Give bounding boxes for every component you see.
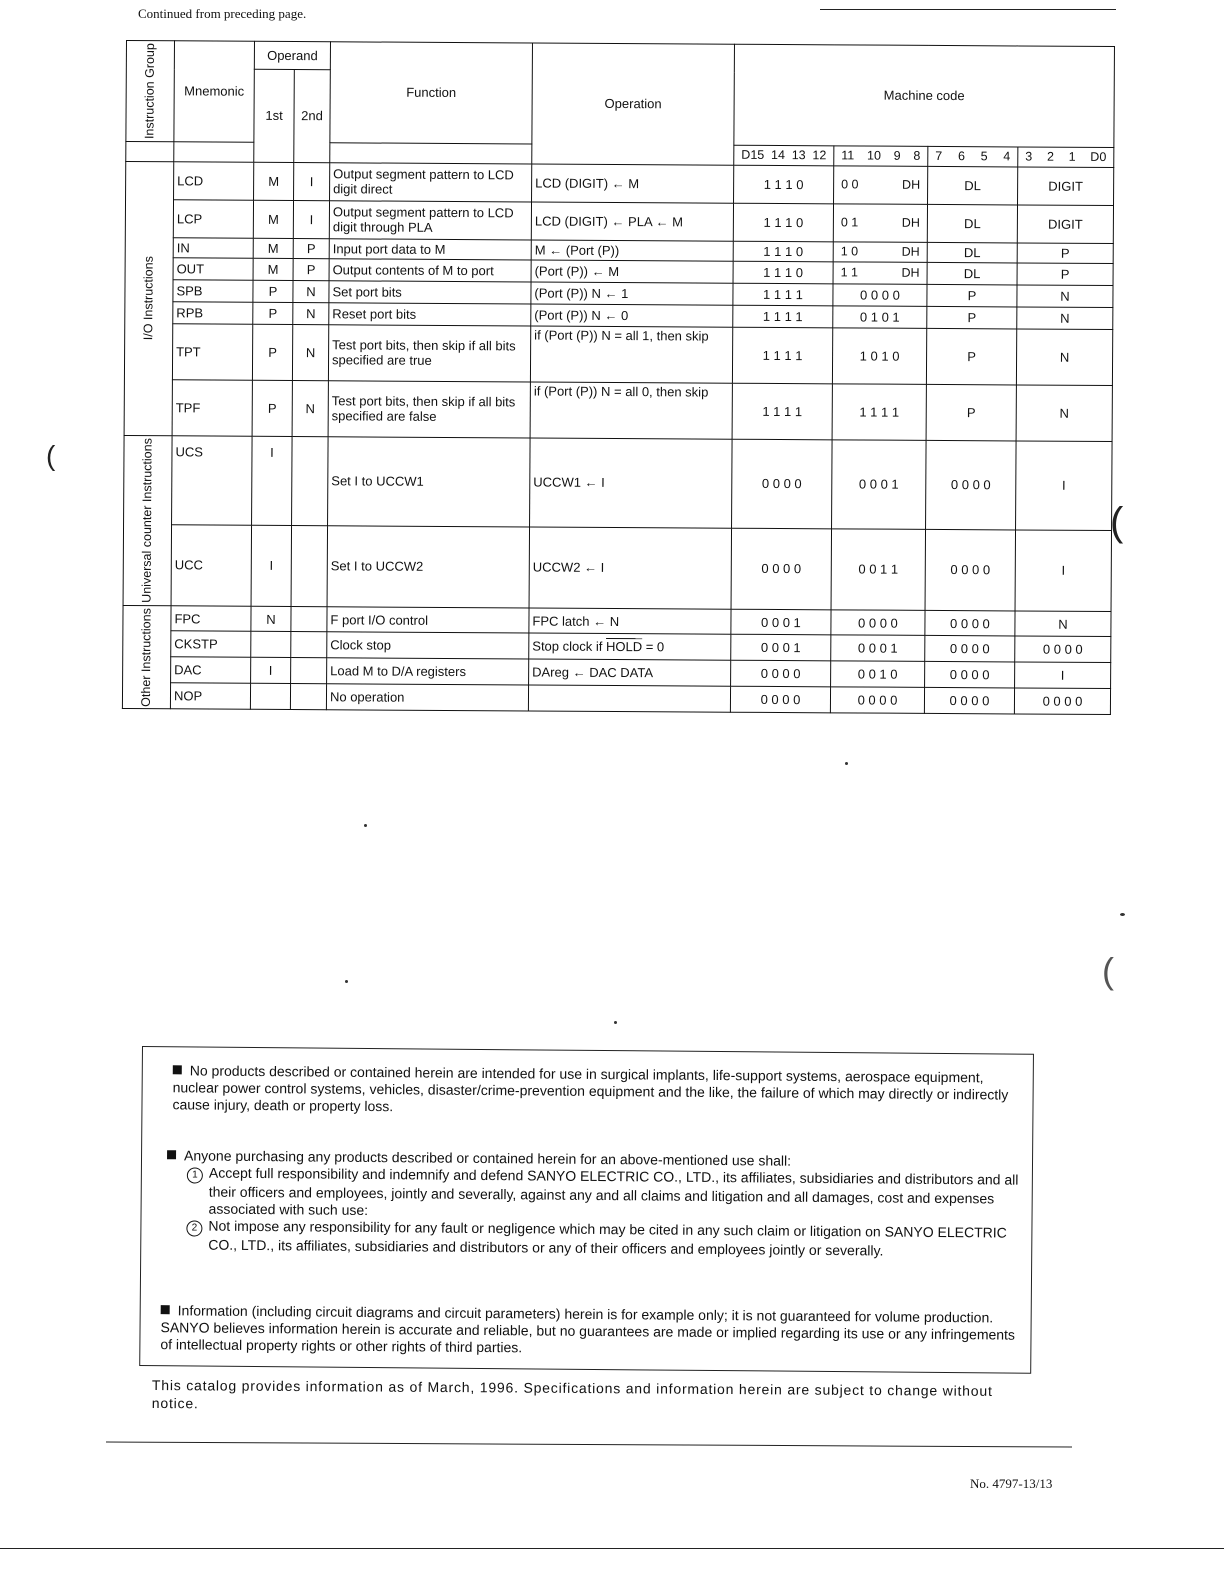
group-counter: Universal counter Instructions (123, 435, 172, 605)
binder-hole-mark: ( (1102, 950, 1114, 991)
bits-11-8: 11 10 9 8 (834, 146, 928, 167)
table-row: DAC I Load M to D/A registers DAreg ← DAC DATA 0 0 0 0 0 0 1 0 0 0 0 0 I (123, 657, 1111, 689)
footer-rule (0, 1548, 1224, 1549)
circled-number-icon: 2 (186, 1220, 202, 1236)
disclaimer-box (139, 1046, 1034, 1374)
table-row: TPT P N Test port bits, then skip if all bits specified are true if (Port (P)) N = all 1, then skip 1 1 1 1 1 0 1 0 P N (124, 323, 1112, 385)
disclaimer-paragraph: Anyone purchasing any products described or contained herein for an above-mentioned use shall: (167, 1147, 1025, 1171)
circled-number-icon: 1 (187, 1167, 203, 1183)
instruction-table (122, 40, 1115, 715)
bullet-square-icon (173, 1065, 182, 1074)
group-header: Instruction Group (126, 41, 175, 142)
table-row: LCP M I Output segment pattern to LCD digit through PLA LCD (DIGIT) ← PLA ← M 1 1 1 0 0 1 DH DL DIGIT (125, 199, 1113, 243)
scan-speck (345, 980, 348, 983)
disclaimer-subitem: 1 Accept full responsibility and indemnify and defend SANYO ELECTRIC CO., LTD., its affiliates, subsidiaries and distributors and all their officers and employees, jointly and severally, against any and all claims and litigation and all damages, cost and expenses associated with such use: (187, 1164, 1025, 1224)
table-row: SPB P N Set port bits (Port (P)) N ← 1 1 1 1 1 0 0 0 0 P N (125, 279, 1113, 307)
function-header-cont (330, 143, 532, 164)
table-row: RPB P N Reset port bits (Port (P)) N ← 0 1 1 1 1 0 1 0 1 P N (125, 301, 1113, 329)
scan-speck (845, 762, 848, 765)
catalog-note: This catalog provides information as of March, 1996. Specifications and information herein are subject to change without notice. (151, 1377, 993, 1412)
bits-d15-12: D15 14 13 12 (734, 145, 834, 166)
operation-header: Operation (532, 43, 735, 165)
table-row: OUT M P Output contents of M to port (Port (P)) ← M 1 1 1 0 1 1 DH DL P (125, 257, 1113, 285)
group-other: Other Instructions (122, 605, 171, 709)
table-row: CKSTP Clock stop Stop clock if HOLD = 0 0 0 0 1 0 0 0 1 0 0 0 0 0 0 0 0 (123, 631, 1111, 663)
table-row: IN M P Input port data to M M ← (Port (P)) 1 1 1 0 1 0 DH DL P (125, 237, 1113, 263)
bottom-rule (106, 1441, 1072, 1447)
group-io: I/O Instructions (124, 161, 174, 435)
operand-2nd-header: 2nd (294, 70, 331, 163)
continued-note: Continued from preceding page. (138, 6, 307, 21)
disclaimer-paragraph: Information (including circuit diagrams and circuit parameters) herein is for example only; it is not guaranteed for volume production. SANYO believes information herein is accurate and reliable, but no guarantees are made or implied regarding its use or any infringements of intellectual property rights or other rights of third parties. (160, 1302, 1016, 1356)
scan-speck (614, 1021, 617, 1024)
table-row: UCC I Set I to UCCW2 UCCW2 ← I 0 0 0 0 0 0 1 1 0 0 0 0 I (123, 525, 1111, 612)
group-header-cont (126, 141, 174, 161)
scan-speck (364, 824, 367, 827)
document-number: No. 4797-13/13 (970, 1476, 1053, 1491)
top-rule (820, 9, 1116, 10)
machine-code-header: Machine code (734, 44, 1115, 147)
binder-hole-mark: ( (1110, 500, 1124, 544)
bits-7-4: 7 6 5 4 (928, 146, 1018, 167)
binder-hole-mark: ( (46, 440, 56, 471)
table-row: Universal counter Instructions UCS I Set I to UCCW1 UCCW1 ← I 0 0 0 0 0 0 0 1 0 0 0 0 I (124, 435, 1113, 530)
operand-1st-header: 1st (254, 69, 295, 162)
bullet-square-icon (167, 1150, 176, 1159)
disclaimer-paragraph: No products described or contained herein are intended for use in surgical implants, life-support systems, aerospace equipment, nuclear power control systems, vehicles, disaster/crime-prevention equipment and the like, the failure of which may directly or indirectly cause injury, death or property loss. (172, 1062, 1009, 1115)
mnemonic-header-cont (174, 142, 254, 162)
function-header: Function (330, 42, 533, 144)
table-row: NOP No operation 0 0 0 0 0 0 0 0 0 0 0 0 0 0 0 0 (122, 683, 1110, 715)
scan-speck (1120, 913, 1125, 916)
table-row: TPF P N Test port bits, then skip if all bits specified are false if (Port (P)) N = all 0, then skip 1 1 1 1 1 1 1 1 P N (124, 379, 1112, 441)
bullet-square-icon (161, 1305, 170, 1314)
bits-3-d0: 3 2 1 D0 (1018, 147, 1114, 168)
table-row: Other Instructions FPC N F port I/O control FPC latch ← N 0 0 0 1 0 0 0 0 0 0 0 0 N (123, 605, 1111, 637)
table-row: I/O Instructions LCD M I Output segment pattern to LCD digit direct LCD (DIGIT) ← M 1 1 1 0 0 0 DH DL DIGIT (126, 161, 1114, 205)
disclaimer-subitem: 2 Not impose any responsibility for any fault or negligence which may be cited in any such claim or litigation on SANYO ELECTRIC CO., LTD., its affiliates, subsidiaries and distributors or any of their officers and employees jointly or severally. (186, 1217, 1024, 1260)
operand-header: Operand (254, 41, 330, 69)
mnemonic-header: Mnemonic (174, 41, 255, 142)
